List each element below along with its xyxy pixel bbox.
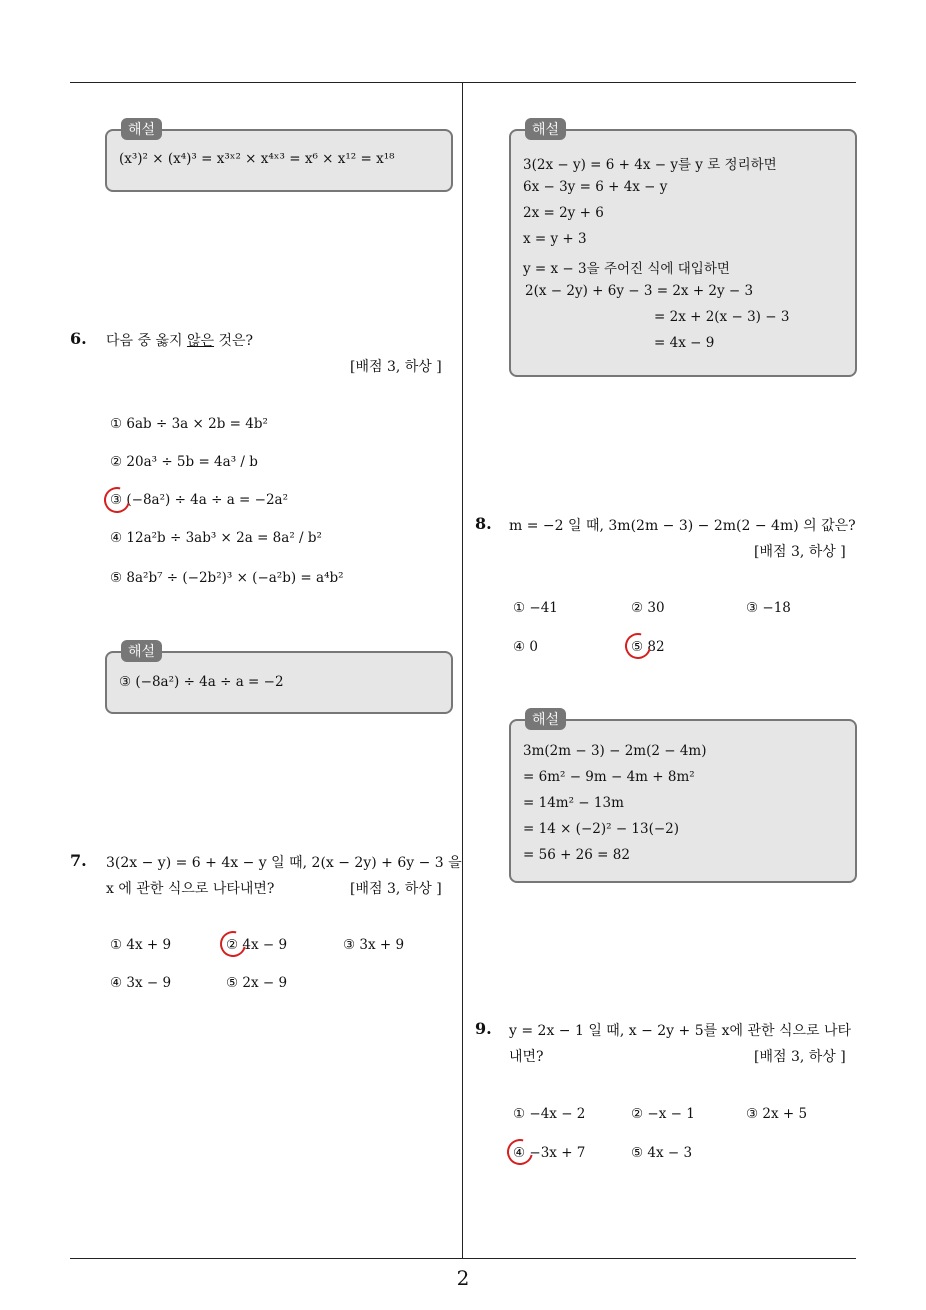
solution-line: 2(x − 2y) + 6y − 3 = 2x + 2y − 3 (525, 283, 754, 299)
option-8-5[interactable]: ⑤ 82 (631, 639, 665, 655)
solution-line: 3m(2m − 3) − 2m(2 − 4m) (523, 743, 707, 759)
solution-line: = 4x − 9 (654, 335, 715, 351)
question-text-underlined: 않은 (186, 333, 215, 349)
column-divider (462, 83, 463, 1258)
question-text-part: 것은? (214, 333, 254, 349)
score-label-6: [배점 3, 하상 ] (350, 359, 442, 375)
question-text-7-line1: 3(2x − y) = 6 + 4x − y 일 때, 2(x − 2y) + 6y − 3 을 (106, 855, 462, 871)
score-label-7: [배점 3, 하상 ] (350, 881, 442, 897)
solution-box-6 (105, 644, 453, 714)
solution-tag: 해설 (525, 708, 566, 730)
option-9-4[interactable]: ④ −3x + 7 (513, 1145, 586, 1161)
solution-line: = 56 + 26 = 82 (523, 847, 630, 863)
option-7-1[interactable]: ① 4x + 9 (110, 937, 172, 953)
option-8-1[interactable]: ① −41 (513, 600, 558, 616)
option-9-2[interactable]: ② −x − 1 (631, 1106, 695, 1122)
solution-tag: 해설 (121, 118, 162, 140)
option-9-5[interactable]: ⑤ 4x − 3 (631, 1145, 693, 1161)
option-6-1[interactable]: ① 6ab ÷ 3a × 2b = 4b² (110, 416, 268, 432)
solution-box-5 (105, 122, 453, 192)
answer-mark-circle (99, 482, 135, 518)
option-9-1[interactable]: ① −4x − 2 (513, 1106, 586, 1122)
option-6-2[interactable]: ② 20a³ ÷ 5b = 4a³ / b (110, 454, 258, 470)
question-text-9-line2: 내면? (509, 1049, 544, 1065)
solution-line: 2x = 2y + 6 (523, 205, 604, 221)
question-number-6: 6. (70, 329, 87, 348)
option-7-3[interactable]: ③ 3x + 9 (343, 937, 405, 953)
score-label-8: [배점 3, 하상 ] (754, 544, 846, 560)
solution-box-7 (509, 122, 857, 377)
solution-line: = 14m² − 13m (523, 795, 624, 811)
page-number: 2 (456, 1266, 470, 1290)
answer-mark-circle (215, 926, 251, 962)
question-text-6 (106, 330, 253, 350)
top-rule (70, 82, 856, 83)
question-number-8: 8. (475, 514, 492, 533)
solution-line: 6x − 3y = 6 + 4x − y (523, 179, 668, 195)
solution-line: ③ (−8a²) ÷ 4a ÷ a = −2 (119, 674, 284, 690)
option-7-4[interactable]: ④ 3x − 9 (110, 975, 172, 991)
option-8-4[interactable]: ④ 0 (513, 639, 538, 655)
score-label-9: [배점 3, 하상 ] (754, 1049, 846, 1065)
option-6-3[interactable]: ③ (−8a²) ÷ 4a ÷ a = −2a² (110, 492, 289, 508)
question-text-9-line1: y = 2x − 1 일 때, x − 2y + 5를 x에 관한 식으로 나타 (509, 1023, 852, 1039)
question-text-7-line2: x 에 관한 식으로 나타내면? (106, 881, 275, 897)
solution-line: = 6m² − 9m − 4m + 8m² (523, 769, 695, 785)
solution-line: y = x − 3을 주어진 식에 대입하면 (523, 261, 730, 277)
solution-line: = 2x + 2(x − 3) − 3 (654, 309, 790, 325)
question-text-8: m = −2 일 때, 3m(2m − 3) − 2m(2 − 4m) 의 값은? (509, 518, 856, 534)
question-number-9: 9. (475, 1019, 492, 1038)
solution-tag: 해설 (525, 118, 566, 140)
solution-line: = 14 × (−2)² − 13(−2) (523, 821, 680, 837)
option-8-3[interactable]: ③ −18 (746, 600, 791, 616)
solution-line: 3(2x − y) = 6 + 4x − y를 y 로 정리하면 (523, 157, 777, 173)
answer-mark-circle (620, 628, 656, 664)
bottom-rule (70, 1258, 856, 1259)
solution-box-8 (509, 712, 857, 883)
option-6-4[interactable]: ④ 12a²b ÷ 3ab³ × 2a = 8a² / b² (110, 530, 322, 546)
question-text-part: 다음 중 옳지 (106, 333, 187, 349)
option-6-5[interactable]: ⑤ 8a²b⁷ ÷ (−2b²)³ × (−a²b) = a⁴b² (110, 570, 344, 586)
answer-mark-circle (502, 1134, 538, 1170)
option-9-3[interactable]: ③ 2x + 5 (746, 1106, 808, 1122)
option-7-2[interactable]: ② 4x − 9 (226, 937, 288, 953)
option-7-5[interactable]: ⑤ 2x − 9 (226, 975, 288, 991)
solution-tag: 해설 (121, 640, 162, 662)
solution-line: x = y + 3 (523, 231, 587, 247)
question-number-7: 7. (70, 851, 87, 870)
solution-line: (x³)² × (x⁴)³ = x³ˣ² × x⁴ˣ³ = x⁶ × x¹² = x¹⁸ (119, 151, 395, 167)
option-8-2[interactable]: ② 30 (631, 600, 665, 616)
